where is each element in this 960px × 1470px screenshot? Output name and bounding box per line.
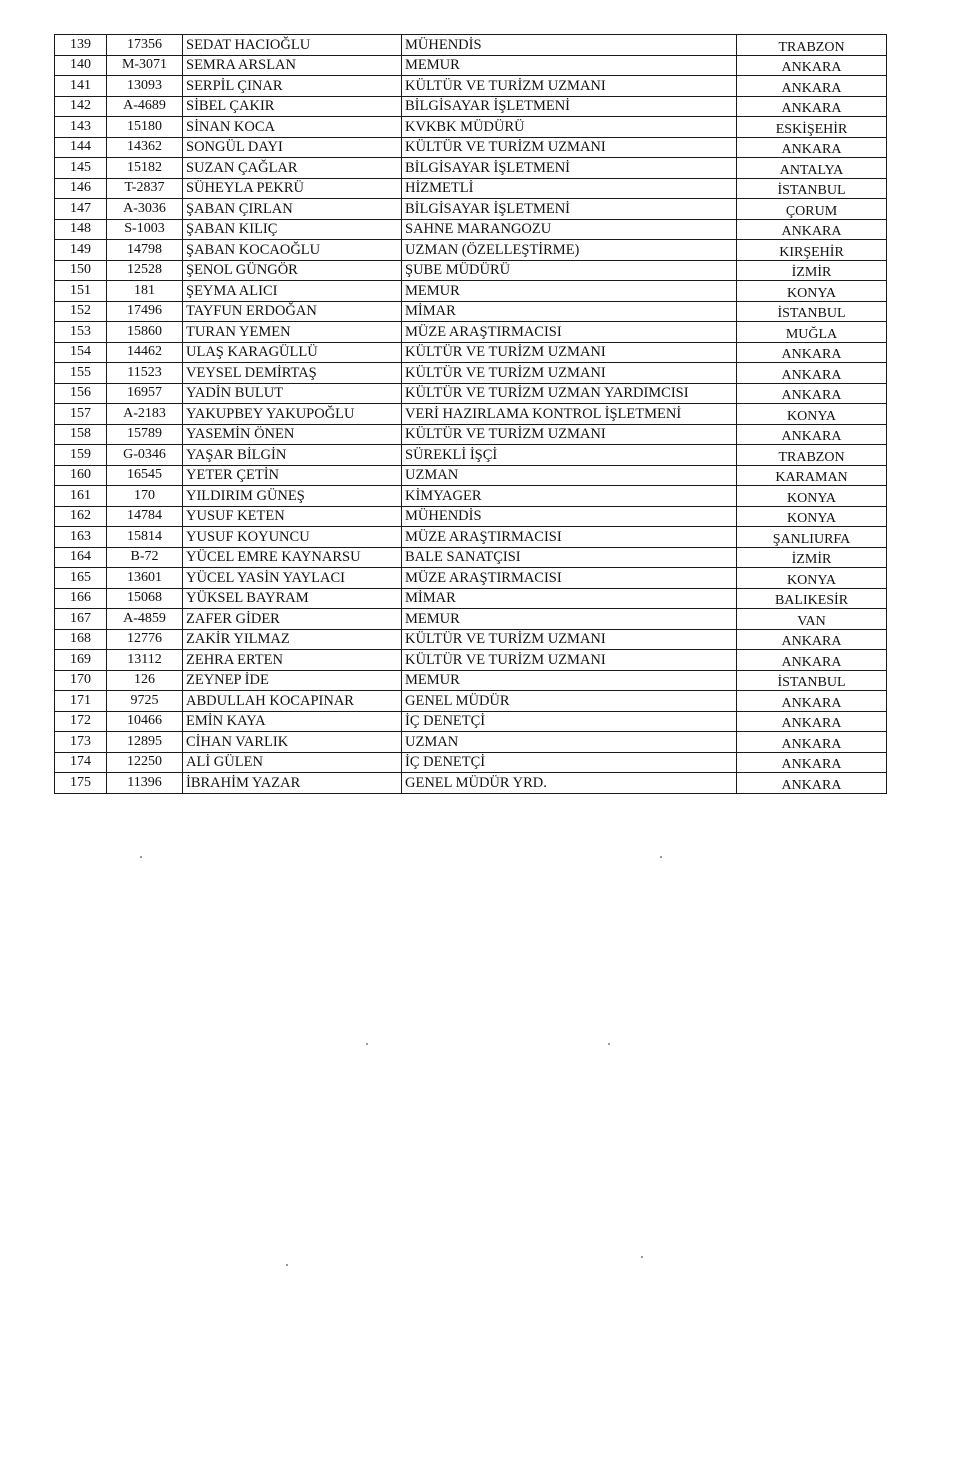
scan-speck [140,856,142,858]
full-name-cell: SİBEL ÇAKIR [183,96,402,117]
table-row [55,117,887,138]
row-number-cell: 155 [55,363,107,384]
row-number-cell: 141 [55,76,107,97]
registry-number-cell: 15789 [107,424,183,445]
job-title-cell: VERİ HAZIRLAMA KONTROL İŞLETMENİ [402,404,737,425]
registry-number-cell: 15860 [107,322,183,343]
table-row [55,322,887,343]
city-cell: KIRŞEHİR [737,240,887,261]
full-name-cell: SERPİL ÇINAR [183,76,402,97]
table-row [55,773,887,794]
row-number-cell: 156 [55,383,107,404]
job-title-cell: BALE SANATÇISI [402,547,737,568]
full-name-cell: ŞENOL GÜNGÖR [183,260,402,281]
city-cell: ANKARA [737,55,887,76]
scan-speck [608,1043,610,1045]
job-title-cell: UZMAN [402,465,737,486]
job-title-cell: KÜLTÜR VE TURİZM UZMANI [402,76,737,97]
full-name-cell: SÜHEYLA PEKRÜ [183,178,402,199]
table-row [55,609,887,630]
job-title-cell: BİLGİSAYAR İŞLETMENİ [402,96,737,117]
row-number-cell: 162 [55,506,107,527]
full-name-cell: YAŞAR BİLGİN [183,445,402,466]
row-number-cell: 171 [55,691,107,712]
full-name-cell: CİHAN VARLIK [183,732,402,753]
row-number-cell: 140 [55,55,107,76]
city-cell: ANKARA [737,711,887,732]
table-row [55,55,887,76]
full-name-cell: ZAFER GİDER [183,609,402,630]
job-title-cell: KVKBK MÜDÜRÜ [402,117,737,138]
full-name-cell: SİNAN KOCA [183,117,402,138]
table-row [55,527,887,548]
row-number-cell: 160 [55,465,107,486]
job-title-cell: MİMAR [402,588,737,609]
registry-number-cell: S-1003 [107,219,183,240]
city-cell: KONYA [737,486,887,507]
row-number-cell: 164 [55,547,107,568]
full-name-cell: ZEHRA ERTEN [183,650,402,671]
registry-number-cell: A-4859 [107,609,183,630]
full-name-cell: YADİN BULUT [183,383,402,404]
registry-number-cell: 14798 [107,240,183,261]
registry-number-cell: 12528 [107,260,183,281]
table-row [55,199,887,220]
city-cell: ŞANLIURFA [737,527,887,548]
table-row [55,588,887,609]
table-row [55,650,887,671]
job-title-cell: GENEL MÜDÜR [402,691,737,712]
registry-number-cell: 13112 [107,650,183,671]
job-title-cell: MÜHENDİS [402,506,737,527]
row-number-cell: 175 [55,773,107,794]
row-number-cell: 166 [55,588,107,609]
registry-number-cell: T-2837 [107,178,183,199]
table-row [55,506,887,527]
full-name-cell: ZAKİR YILMAZ [183,629,402,650]
registry-number-cell: 15814 [107,527,183,548]
job-title-cell: UZMAN (ÖZELLEŞTİRME) [402,240,737,261]
full-name-cell: YÜCEL EMRE KAYNARSU [183,547,402,568]
full-name-cell: ULAŞ KARAGÜLLÜ [183,342,402,363]
table-row [55,568,887,589]
table-row [55,711,887,732]
scan-speck [286,1264,288,1266]
city-cell: BALIKESİR [737,588,887,609]
job-title-cell: MÜHENDİS [402,35,737,56]
row-number-cell: 167 [55,609,107,630]
registry-number-cell: 13601 [107,568,183,589]
city-cell: ANKARA [737,383,887,404]
registry-number-cell: 14362 [107,137,183,158]
row-number-cell: 168 [55,629,107,650]
row-number-cell: 148 [55,219,107,240]
job-title-cell: SÜREKLİ İŞÇİ [402,445,737,466]
row-number-cell: 151 [55,281,107,302]
full-name-cell: İBRAHİM YAZAR [183,773,402,794]
city-cell: ESKİŞEHİR [737,117,887,138]
job-title-cell: BİLGİSAYAR İŞLETMENİ [402,158,737,179]
row-number-cell: 145 [55,158,107,179]
row-number-cell: 150 [55,260,107,281]
job-title-cell: SAHNE MARANGOZU [402,219,737,240]
registry-number-cell: 13093 [107,76,183,97]
table-row [55,137,887,158]
full-name-cell: SUZAN ÇAĞLAR [183,158,402,179]
full-name-cell: YILDIRIM GÜNEŞ [183,486,402,507]
city-cell: KONYA [737,506,887,527]
city-cell: ANKARA [737,137,887,158]
job-title-cell: KÜLTÜR VE TURİZM UZMANI [402,424,737,445]
registry-number-cell: 16957 [107,383,183,404]
job-title-cell: KÜLTÜR VE TURİZM UZMANI [402,363,737,384]
registry-number-cell: 14784 [107,506,183,527]
registry-number-cell: B-72 [107,547,183,568]
row-number-cell: 149 [55,240,107,261]
full-name-cell: YETER ÇETİN [183,465,402,486]
row-number-cell: 173 [55,732,107,753]
full-name-cell: YUSUF KETEN [183,506,402,527]
city-cell: ANKARA [737,732,887,753]
city-cell: İZMİR [737,547,887,568]
row-number-cell: 139 [55,35,107,56]
full-name-cell: YASEMİN ÖNEN [183,424,402,445]
table-row [55,281,887,302]
row-number-cell: 169 [55,650,107,671]
registry-number-cell: 17356 [107,35,183,56]
job-title-cell: KÜLTÜR VE TURİZM UZMANI [402,137,737,158]
registry-number-cell: 15068 [107,588,183,609]
table-row [55,752,887,773]
scan-speck [641,1256,643,1258]
row-number-cell: 154 [55,342,107,363]
table-row [55,219,887,240]
job-title-cell: UZMAN [402,732,737,753]
registry-number-cell: G-0346 [107,445,183,466]
city-cell: ANKARA [737,342,887,363]
full-name-cell: YAKUPBEY YAKUPOĞLU [183,404,402,425]
row-number-cell: 165 [55,568,107,589]
job-title-cell: GENEL MÜDÜR YRD. [402,773,737,794]
table-row [55,260,887,281]
table-row [55,363,887,384]
job-title-cell: KÜLTÜR VE TURİZM UZMANI [402,629,737,650]
row-number-cell: 146 [55,178,107,199]
row-number-cell: 174 [55,752,107,773]
full-name-cell: VEYSEL DEMİRTAŞ [183,363,402,384]
scan-speck [660,856,662,858]
job-title-cell: HİZMETLİ [402,178,737,199]
full-name-cell: ŞABAN KILIÇ [183,219,402,240]
table-row [55,178,887,199]
registry-number-cell: 17496 [107,301,183,322]
city-cell: ANKARA [737,691,887,712]
registry-number-cell: A-2183 [107,404,183,425]
registry-number-cell: 15180 [107,117,183,138]
city-cell: KONYA [737,281,887,302]
scan-speck [366,1043,368,1045]
job-title-cell: İÇ DENETÇİ [402,752,737,773]
job-title-cell: KÜLTÜR VE TURİZM UZMANI [402,650,737,671]
city-cell: ÇORUM [737,199,887,220]
job-title-cell: MÜZE ARAŞTIRMACISI [402,527,737,548]
registry-number-cell: 170 [107,486,183,507]
row-number-cell: 161 [55,486,107,507]
city-cell: İSTANBUL [737,178,887,199]
table-row [55,383,887,404]
table-row [55,691,887,712]
full-name-cell: YÜCEL YASİN YAYLACI [183,568,402,589]
full-name-cell: TAYFUN ERDOĞAN [183,301,402,322]
table-row [55,35,887,56]
job-title-cell: MÜZE ARAŞTIRMACISI [402,568,737,589]
table-row [55,547,887,568]
job-title-cell: BİLGİSAYAR İŞLETMENİ [402,199,737,220]
job-title-cell: KÜLTÜR VE TURİZM UZMAN YARDIMCISI [402,383,737,404]
city-cell: ANKARA [737,773,887,794]
full-name-cell: ŞABAN KOCAOĞLU [183,240,402,261]
registry-number-cell: 12776 [107,629,183,650]
registry-number-cell: 12250 [107,752,183,773]
city-cell: TRABZON [737,35,887,56]
registry-number-cell: 9725 [107,691,183,712]
job-title-cell: KÜLTÜR VE TURİZM UZMANI [402,342,737,363]
table-row [55,240,887,261]
row-number-cell: 147 [55,199,107,220]
full-name-cell: YÜKSEL BAYRAM [183,588,402,609]
city-cell: ANTALYA [737,158,887,179]
full-name-cell: ZEYNEP İDE [183,670,402,691]
full-name-cell: TURAN YEMEN [183,322,402,343]
personnel-table [54,34,887,794]
table-row [55,301,887,322]
table-row [55,629,887,650]
city-cell: ANKARA [737,650,887,671]
registry-number-cell: 11396 [107,773,183,794]
table-row [55,96,887,117]
full-name-cell: ALİ GÜLEN [183,752,402,773]
job-title-cell: MEMUR [402,670,737,691]
row-number-cell: 144 [55,137,107,158]
registry-number-cell: 10466 [107,711,183,732]
registry-number-cell: 16545 [107,465,183,486]
row-number-cell: 158 [55,424,107,445]
row-number-cell: 172 [55,711,107,732]
registry-number-cell: 11523 [107,363,183,384]
registry-number-cell: M-3071 [107,55,183,76]
city-cell: ANKARA [737,752,887,773]
table-row [55,445,887,466]
registry-number-cell: 181 [107,281,183,302]
job-title-cell: MEMUR [402,609,737,630]
full-name-cell: ŞABAN ÇIRLAN [183,199,402,220]
table-row [55,670,887,691]
city-cell: İSTANBUL [737,670,887,691]
full-name-cell: ABDULLAH KOCAPINAR [183,691,402,712]
job-title-cell: ŞUBE MÜDÜRÜ [402,260,737,281]
registry-number-cell: 12895 [107,732,183,753]
job-title-cell: KİMYAGER [402,486,737,507]
city-cell: TRABZON [737,445,887,466]
job-title-cell: MİMAR [402,301,737,322]
full-name-cell: EMİN KAYA [183,711,402,732]
registry-number-cell: A-4689 [107,96,183,117]
city-cell: KONYA [737,568,887,589]
row-number-cell: 153 [55,322,107,343]
table-row [55,732,887,753]
city-cell: KONYA [737,404,887,425]
job-title-cell: MÜZE ARAŞTIRMACISI [402,322,737,343]
table-row [55,342,887,363]
registry-number-cell: A-3036 [107,199,183,220]
table-row [55,404,887,425]
city-cell: MUĞLA [737,322,887,343]
table-row [55,76,887,97]
personnel-table-body [55,35,887,794]
city-cell: İSTANBUL [737,301,887,322]
city-cell: ANKARA [737,219,887,240]
job-title-cell: MEMUR [402,281,737,302]
row-number-cell: 159 [55,445,107,466]
full-name-cell: YUSUF KOYUNCU [183,527,402,548]
city-cell: ANKARA [737,424,887,445]
row-number-cell: 142 [55,96,107,117]
table-row [55,465,887,486]
city-cell: İZMİR [737,260,887,281]
full-name-cell: SEDAT HACIOĞLU [183,35,402,56]
city-cell: ANKARA [737,76,887,97]
city-cell: ANKARA [737,363,887,384]
registry-number-cell: 126 [107,670,183,691]
full-name-cell: SONGÜL DAYI [183,137,402,158]
row-number-cell: 152 [55,301,107,322]
registry-number-cell: 15182 [107,158,183,179]
city-cell: ANKARA [737,629,887,650]
table-row [55,424,887,445]
row-number-cell: 157 [55,404,107,425]
job-title-cell: MEMUR [402,55,737,76]
city-cell: VAN [737,609,887,630]
row-number-cell: 163 [55,527,107,548]
city-cell: KARAMAN [737,465,887,486]
table-row [55,158,887,179]
job-title-cell: İÇ DENETÇİ [402,711,737,732]
registry-number-cell: 14462 [107,342,183,363]
table-row [55,486,887,507]
row-number-cell: 143 [55,117,107,138]
full-name-cell: SEMRA ARSLAN [183,55,402,76]
city-cell: ANKARA [737,96,887,117]
row-number-cell: 170 [55,670,107,691]
full-name-cell: ŞEYMA ALICI [183,281,402,302]
